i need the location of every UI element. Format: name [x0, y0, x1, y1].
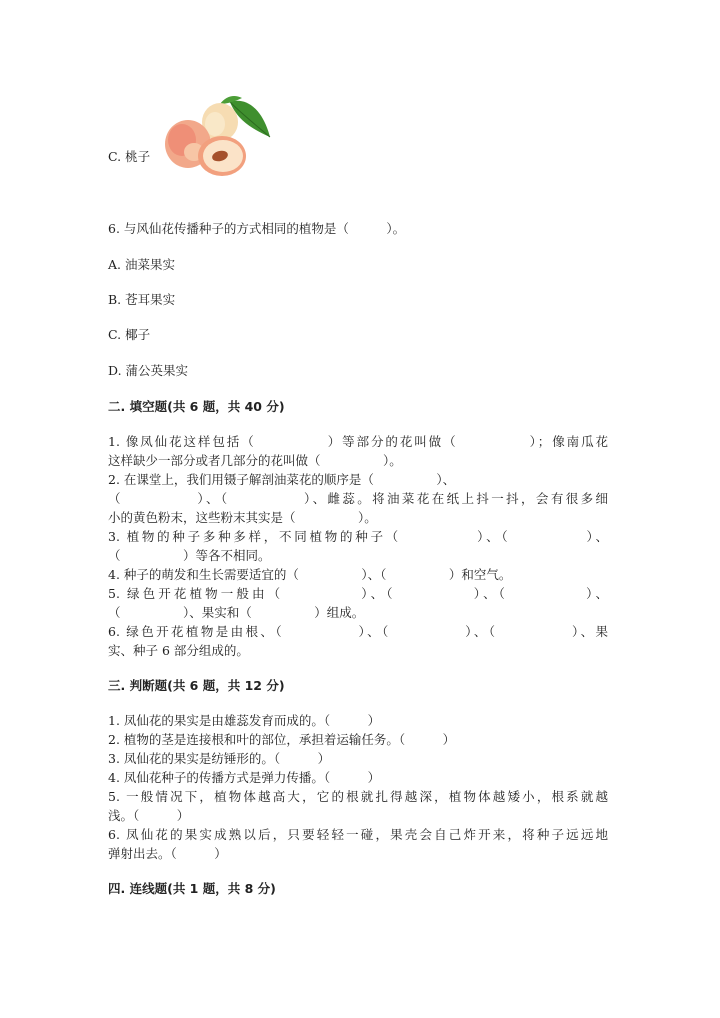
section3-title: 三. 判断题(共 6 题，共 12 分): [108, 678, 285, 693]
fill-line: （ ）等各不相同。: [108, 548, 271, 563]
fill-line: 实、种子 6 部分组成的。: [108, 643, 249, 658]
judge-line: 1. 凤仙花的果实是由雄蕊发育而成的。（ ）: [108, 713, 381, 728]
fill-line: 1. 像凤仙花这样包括（ ）等部分的花叫做（ ）；像南瓜花: [108, 434, 608, 449]
judge-line: 3. 凤仙花的果实是纺锤形的。（ ）: [108, 751, 331, 766]
q6-option-a: A. 油菜果实: [108, 257, 175, 272]
q6-option-b: B. 苍耳果实: [108, 292, 176, 307]
section2-title: 二. 填空题(共 6 题，共 40 分): [108, 399, 285, 414]
q6-stem: 6. 与风仙花传播种子的方式相同的植物是（ ）。: [108, 221, 406, 236]
q6-option-d: D. 蒲公英果实: [108, 363, 189, 378]
judge-line: 4. 凤仙花种子的传播方式是弹力传播。（ ）: [108, 770, 381, 785]
fill-line: 6. 绿色开花植物是由根、（ ）、（ ）、（ ）、果: [108, 624, 608, 639]
judge-line: 2. 植物的茎是连接根和叶的部位，承担着运输任务。（ ）: [108, 732, 456, 747]
fill-line: 5. 绿色开花植物一般由（ ）、（ ）、（ ）、: [108, 586, 608, 601]
fill-line: 4. 种子的萌发和生长需要适宜的（ ）、（ ）和空气。: [108, 567, 512, 582]
fill-line: （ ）、果实和（ ）组成。: [108, 605, 365, 620]
fill-line: 3. 植物的种子多种多样，不同植物的种子（ ）、（ ）、: [108, 529, 608, 544]
judge-line: 6. 凤仙花的果实成熟以后，只要轻轻一碰，果壳会自己炸开来，将种子远远地: [108, 827, 608, 842]
judge-line: 5. 一般情况下，植物体越高大，它的根就扎得越深，植物体越矮小，根系就越: [108, 789, 608, 804]
fill-line: （ ）、（ ）、雌蕊。将油菜花在纸上抖一抖，会有很多细: [108, 491, 608, 506]
section4-title: 四. 连线题(共 1 题，共 8 分): [108, 881, 276, 896]
peach-illustration: [160, 92, 275, 184]
q6-option-c: C. 椰子: [108, 327, 151, 342]
judge-line: 弹射出去。（ ）: [108, 846, 227, 861]
fill-line: 小的黄色粉末，这些粉末其实是（ ）。: [108, 510, 377, 525]
fill-line: 2. 在课堂上，我们用镊子解剖油菜花的顺序是（ ）、: [108, 472, 456, 487]
fill-line: 这样缺少一部分或者几部分的花叫做（ ）。: [108, 453, 402, 468]
judge-line: 浅。（ ）: [108, 808, 190, 823]
q5-option-c: C. 桃子: [108, 149, 151, 164]
